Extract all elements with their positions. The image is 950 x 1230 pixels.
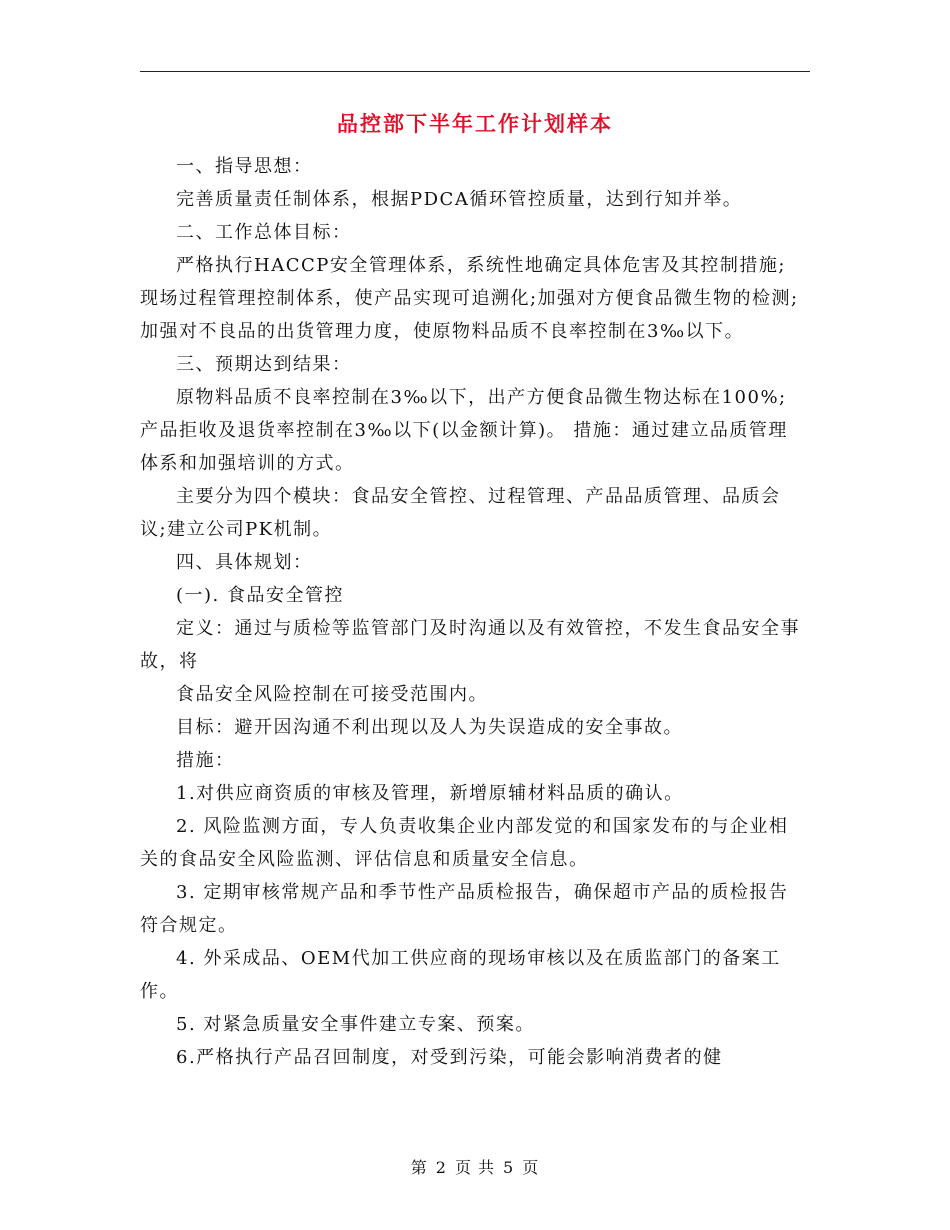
paragraph: 措施： <box>176 750 235 771</box>
paragraph: 原物料品质不良率控制在3‰以下，出产方便食品微生物达标在100%;产品拒收及退货率控制在3‰以下(以金额计算)。 措施：通过建立品质管理体系和加强培训的方式。 <box>140 387 788 474</box>
footer-page-number: 2 <box>435 1158 447 1177</box>
footer-middle: 页 共 <box>454 1158 496 1177</box>
paragraph: 二、工作总体目标： <box>176 222 352 243</box>
paragraph: 定义：通过与质检等监管部门及时沟通以及有效管控，不发生食品安全事故，将 <box>140 618 800 672</box>
paragraph: 四、具体规划： <box>176 552 313 573</box>
paragraph: 完善质量责任制体系，根据PDCA循环管控质量，达到行知并举。 <box>176 189 743 210</box>
paragraph: 目标：避开因沟通不利出现以及人为失误造成的安全事故。 <box>176 717 683 738</box>
paragraph: 5. 对紧急质量安全事件建立专案、预案。 <box>176 1014 535 1035</box>
paragraph: 4. 外采成品、OEM代加工供应商的现场审核以及在质监部门的备案工作。 <box>140 948 781 1002</box>
paragraph: 6.严格执行产品召回制度，对受到污染，可能会影响消费者的健 <box>176 1047 723 1068</box>
paragraph: 3. 定期审核常规产品和季节性产品质检报告，确保超市产品的质检报告符合规定。 <box>140 882 789 936</box>
header-rule <box>140 71 810 72</box>
paragraph: 严格执行HACCP安全管理体系，系统性地确定具体危害及其控制措施;现场过程管理控制体系，使产品实现可追溯化;加强对方便食品微生物的检测;加强对不良品的出货管理力度，使原物料品质不良率控制在3‰以下。 <box>140 255 799 342</box>
paragraph: 食品安全风险控制在可接受范围内。 <box>176 684 488 705</box>
paragraph: 1.对供应商资质的审核及管理，新增原辅材料品质的确认。 <box>176 783 684 804</box>
document-title: 品控部下半年工作计划样本 <box>337 111 613 136</box>
page-footer <box>0 1155 950 1178</box>
paragraph: (一). 食品安全管控 <box>176 585 344 606</box>
document-body <box>140 150 802 1074</box>
paragraph: 主要分为四个模块：食品安全管控、过程管理、产品品质管理、品质会议;建立公司PK机制。 <box>140 486 781 540</box>
paragraph: 一、指导思想： <box>176 156 313 177</box>
paragraph: 三、预期达到结果： <box>176 354 352 375</box>
footer-suffix: 页 <box>522 1158 540 1177</box>
paragraph: 2. 风险监测方面，专人负责收集企业内部发觉的和国家发布的与企业相关的食品安全风险监测、评估信息和质量安全信息。 <box>140 816 789 870</box>
footer-prefix: 第 <box>410 1158 428 1177</box>
footer-total-pages: 5 <box>503 1158 515 1177</box>
